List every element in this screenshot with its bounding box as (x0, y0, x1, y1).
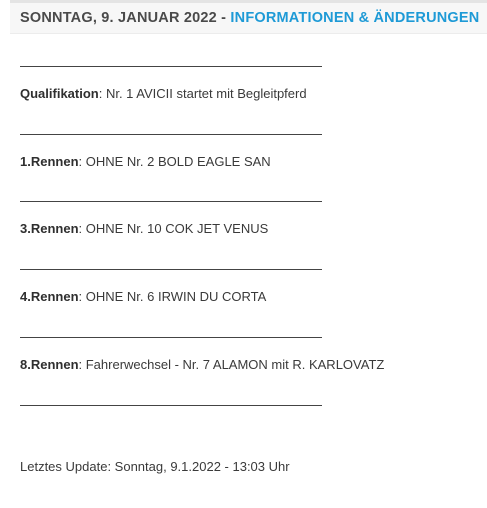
last-update-text: Letztes Update: Sonntag, 9.1.2022 - 13:03 Uhr (20, 459, 290, 474)
divider (20, 405, 322, 406)
entry-text: : Nr. 1 AVICII startet mit Begleitpferd (98, 86, 307, 101)
header-info-link[interactable]: INFORMATIONEN & ÄNDERUNGEN (230, 10, 480, 26)
divider (20, 134, 322, 135)
divider (20, 337, 322, 338)
divider (20, 66, 322, 67)
entry-text: : OHNE Nr. 6 IRWIN DU CORTA (78, 289, 267, 304)
divider (20, 201, 322, 202)
page-title (20, 10, 479, 26)
entry-label: 3.Rennen (20, 221, 79, 236)
entry-label: 1.Rennen (20, 154, 79, 169)
entry-label: 4.Rennen (20, 289, 79, 304)
entry-rennen-1 (20, 154, 271, 170)
entry-text: : OHNE Nr. 2 BOLD EAGLE SAN (78, 154, 271, 169)
entry-text: : Fahrerwechsel - Nr. 7 ALAMON mit R. KARLOVATZ (78, 357, 385, 372)
divider (20, 269, 322, 270)
header-separator: - (216, 10, 231, 26)
header-date: SONNTAG, 9. JANUAR 2022 (20, 10, 217, 26)
entry-label: Qualifikation (20, 86, 99, 101)
page-header (10, 0, 487, 34)
entry-label: 8.Rennen (20, 357, 79, 372)
entry-text: : OHNE Nr. 10 COK JET VENUS (78, 221, 269, 236)
entry-rennen-8 (20, 357, 384, 373)
entry-rennen-4 (20, 289, 266, 305)
entry-rennen-3 (20, 221, 268, 237)
entry-qualifikation (20, 86, 307, 102)
